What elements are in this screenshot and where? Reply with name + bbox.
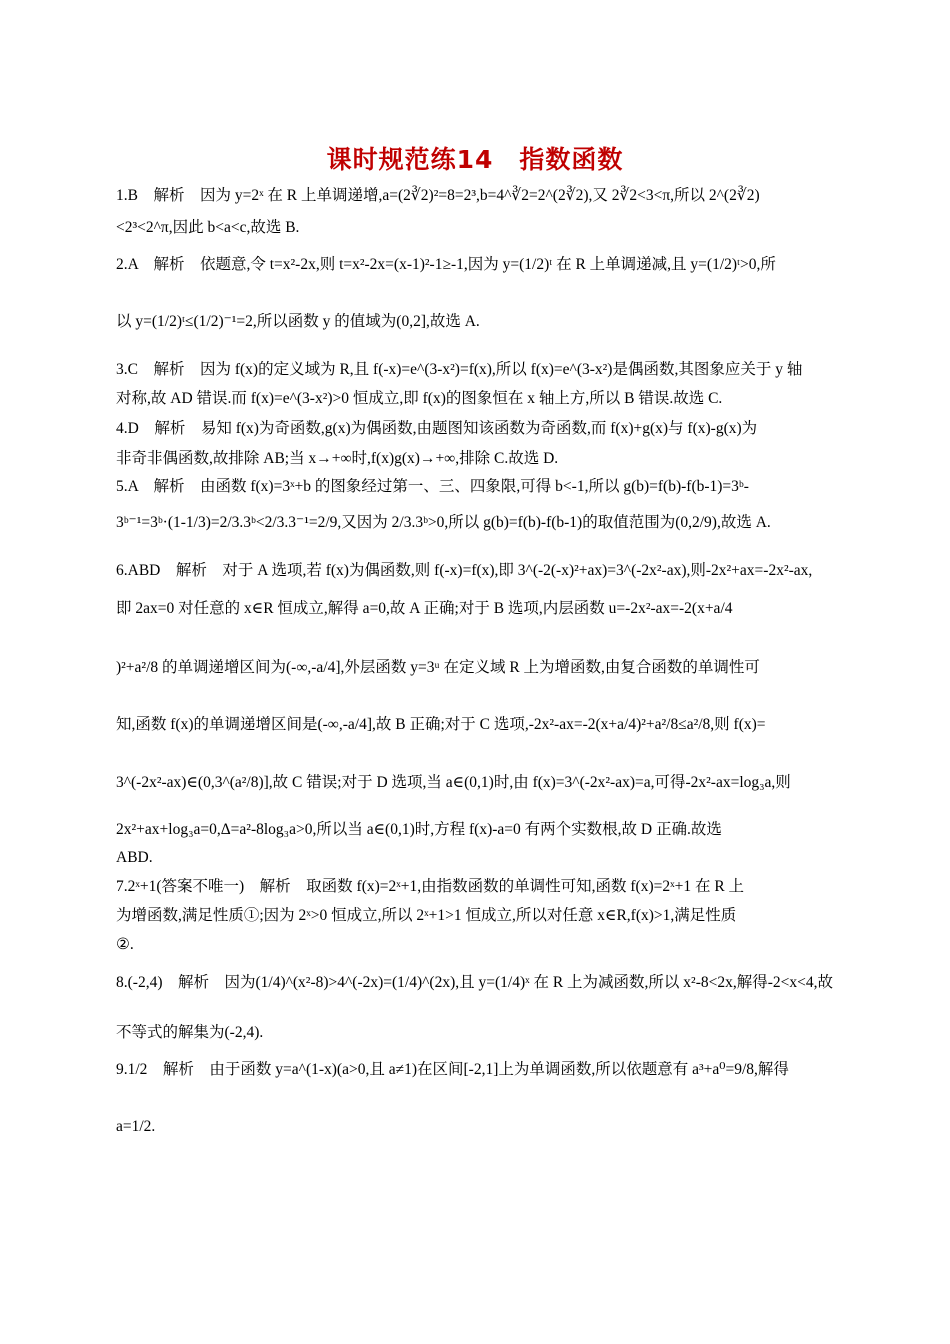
text-line: ②. [116, 936, 134, 953]
text-line: 非奇非偶函数,故排除 AB;当 x→+∞时,f(x)g(x)→+∞,排除 C.故选 D. [116, 450, 559, 467]
text-line: 2.A 解析 依题意,令 t=x²-2x,则 t=x²-2x=(x-1)²-1≥-1,因为 y=(1/2)ᵗ 在 R 上单调递减,且 y=(1/2)ᵗ>0,所 [116, 256, 776, 273]
text-line: 7.2ˣ+1(答案不唯一) 解析 取函数 f(x)=2ˣ+1,由指数函数的单调性可知,函数 f(x)=2ˣ+1 在 R 上 [116, 878, 745, 895]
text-line: 4.D 解析 易知 f(x)为奇函数,g(x)为偶函数,由题图知该函数为奇函数,而 f(x)+g(x)与 f(x)-g(x)为 [116, 420, 758, 437]
text-line: 6.ABD 解析 对于 A 选项,若 f(x)为偶函数,则 f(-x)=f(x),即 3^(-2(-x)²+ax)=3^(-2x²-ax),则-2x²+ax=-2x²-ax, [116, 562, 813, 579]
text-line: 8.(-2,4) 解析 因为(1/4)^(x²-8)>4^(-2x)=(1/4)^(2x),且 y=(1/4)ˣ 在 R 上为减函数,所以 x²-8<2x,解得-2<x<4,故 [116, 974, 833, 991]
text-line: 对称,故 AD 错误.而 f(x)=e^(3-x²)>0 恒成立,即 f(x)的图象恒在 x 轴上方,所以 B 错误.故选 C. [116, 390, 723, 407]
text-line: a=1/2. [116, 1118, 156, 1135]
text-line: 为增函数,满足性质①;因为 2ˣ>0 恒成立,所以 2ˣ+1>1 恒成立,所以对任意 x∈R,f(x)>1,满足性质 [116, 907, 737, 924]
text-line: ABD. [116, 849, 153, 866]
text-line: 不等式的解集为(-2,4). [116, 1024, 264, 1041]
text-line: 3ᵇ⁻¹=3ᵇ·(1-1/3)=2/3.3ᵇ<2/3.3⁻¹=2/9,又因为 2/3.3ᵇ>0,所以 g(b)=f(b)-f(b-1)的取值范围为(0,2/9),故选 A. [116, 514, 771, 531]
text-line: 3^(-2x²-ax)∈(0,3^(a²/8)],故 C 错误;对于 D 选项,当 a∈(0,1)时,由 f(x)=3^(-2x²-ax)=a,可得-2x²-ax=log₃a,则 [116, 774, 791, 791]
text-line: 以 y=(1/2)ᵗ≤(1/2)⁻¹=2,所以函数 y 的值域为(0,2],故选 A. [116, 313, 480, 330]
text-line: <2³<2^π,因此 b<a<c,故选 B. [116, 219, 300, 236]
text-line: )²+a²/8 的单调递增区间为(-∞,-a/4],外层函数 y=3ᵘ 在定义域 R 上为增函数,由复合函数的单调性可 [116, 659, 760, 676]
text-line: 1.B 解析 因为 y=2ˣ 在 R 上单调递增,a=(2∛2)²=8=2³,b=4^∛2=2^(2∛2),又 2∛2<3<π,所以 2^(2∛2) [116, 187, 760, 204]
text-line: 3.C 解析 因为 f(x)的定义域为 R,且 f(-x)=e^(3-x²)=f(x),所以 f(x)=e^(3-x²)是偶函数,其图象应关于 y 轴 [116, 361, 803, 378]
page-title: 课时规范练14 指数函数 [326, 145, 624, 174]
text-line: 知,函数 f(x)的单调递增区间是(-∞,-a/4],故 B 正确;对于 C 选项,-2x²-ax=-2(x+a/4)²+a²/8≤a²/8,则 f(x)= [116, 716, 766, 733]
text-line: 9.1/2 解析 由于函数 y=a^(1-x)(a>0,且 a≠1)在区间[-2,1]上为单调函数,所以依题意有 a³+a⁰=9/8,解得 [116, 1061, 789, 1078]
text-line: 即 2ax=0 对任意的 x∈R 恒成立,解得 a=0,故 A 正确;对于 B 选项,内层函数 u=-2x²-ax=-2(x+a/4 [116, 600, 733, 617]
text-line: 2x²+ax+log₃a=0,Δ=a²-8log₃a>0,所以当 a∈(0,1)时,方程 f(x)-a=0 有两个实数根,故 D 正确.故选 [116, 821, 722, 838]
text-line: 5.A 解析 由函数 f(x)=3ˣ+b 的图象经过第一、三、四象限,可得 b<-1,所以 g(b)=f(b)-f(b-1)=3ᵇ- [116, 478, 749, 495]
